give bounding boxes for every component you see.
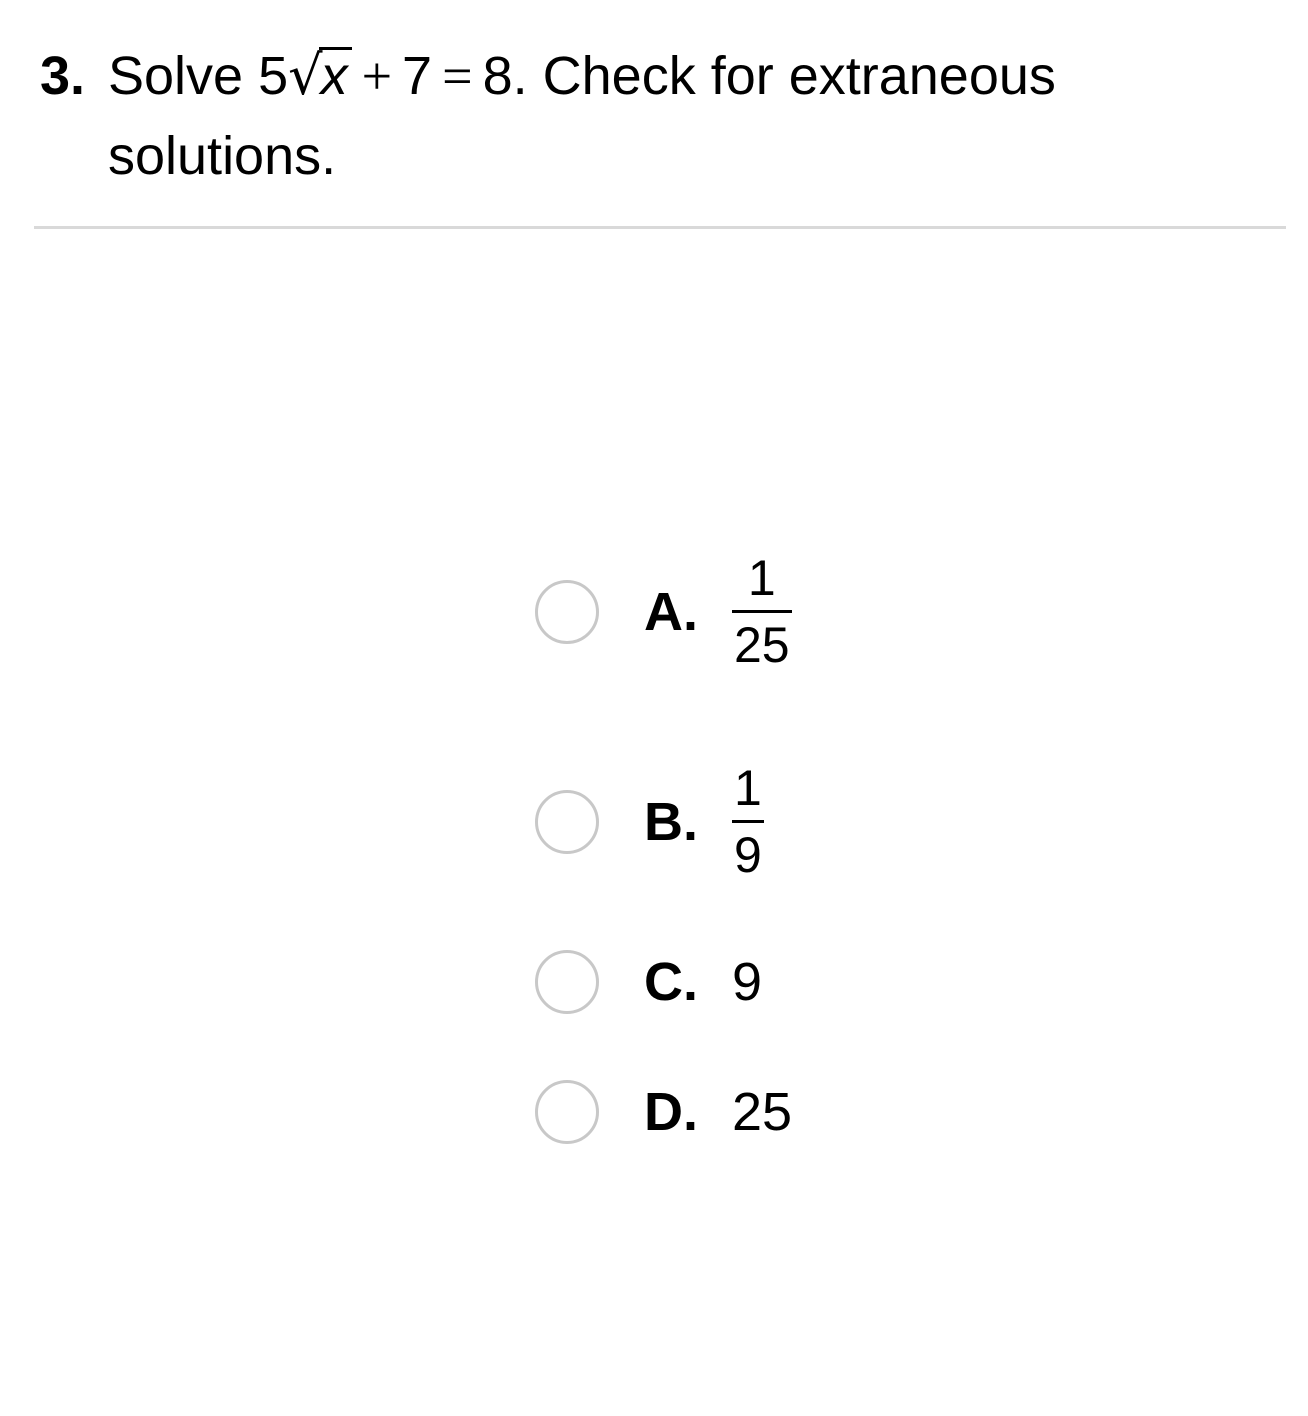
question-text (108, 36, 1260, 196)
square-root (288, 36, 351, 116)
choice-value-a (732, 552, 792, 671)
fraction-denominator-a: 25 (732, 610, 792, 671)
choice-value-d: 25 (732, 1082, 793, 1142)
equation-equals: = (442, 46, 473, 106)
radio-button-b[interactable] (535, 790, 599, 854)
radical-icon: √ (288, 44, 323, 107)
choice-b[interactable] (535, 762, 764, 881)
fraction-numerator-b: 1 (734, 760, 762, 816)
radio-button-d[interactable] (535, 1080, 599, 1144)
equation-constant: 7 (402, 46, 433, 106)
question-number: 3. (40, 46, 86, 106)
choice-value-c: 9 (732, 952, 763, 1012)
equation (258, 46, 513, 106)
choice-letter-a: A. (644, 581, 698, 642)
choice-value-b (732, 762, 764, 881)
equation-coefficient: 5 (258, 46, 289, 106)
choice-letter-b: B. (644, 791, 698, 852)
equation-rhs: 8 (482, 46, 513, 106)
choice-c[interactable] (535, 950, 762, 1014)
radicand: x (319, 47, 352, 102)
equation-plus: + (361, 46, 393, 106)
question-text-before: Solve (108, 46, 244, 106)
divider (34, 226, 1286, 229)
choice-letter-c: C. (644, 952, 698, 1012)
question-period: . (512, 46, 528, 106)
radio-button-a[interactable] (535, 580, 599, 644)
question-text-after: Check for extraneous solutions. (108, 46, 1056, 186)
fraction-denominator-b: 9 (732, 820, 764, 881)
question-prompt (40, 36, 1260, 196)
choice-a[interactable] (535, 552, 792, 671)
choice-d[interactable] (535, 1080, 792, 1144)
fraction-numerator-a: 1 (747, 550, 776, 606)
radio-button-c[interactable] (535, 950, 599, 1014)
choice-letter-d: D. (644, 1082, 698, 1142)
